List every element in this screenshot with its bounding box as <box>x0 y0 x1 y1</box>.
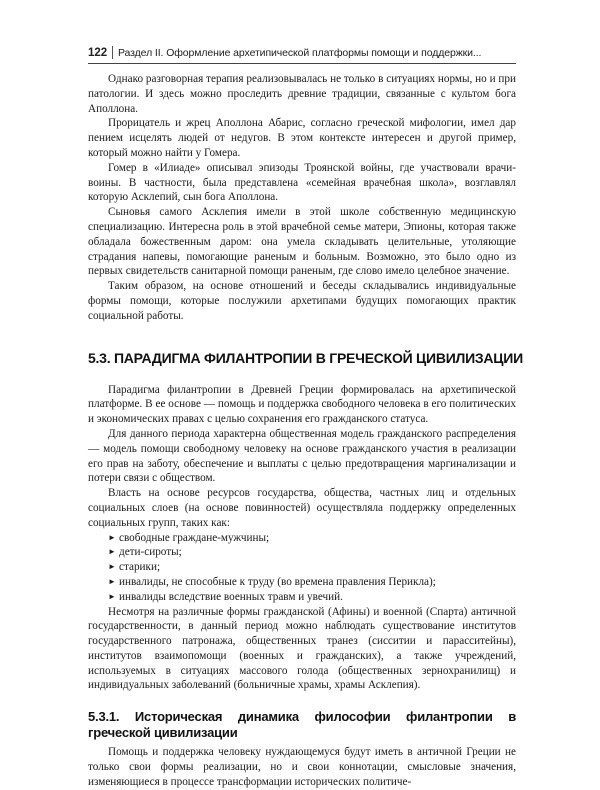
bullet-arrow-icon: ► <box>108 547 116 557</box>
bullet-arrow-icon: ► <box>108 591 116 601</box>
bullet-arrow-icon: ► <box>108 532 116 542</box>
header-rule <box>88 63 516 64</box>
bullet-arrow-icon: ► <box>108 562 116 572</box>
paragraph: Для данного периода характерна общественная модель гражданского распределения — модель помощи свободному человеку на основе гражданского участия в реализации его прав на заботу, обеспечение и выплаты с целью предотвращения маргинализации и потери связи с обществом. <box>88 427 516 485</box>
list-item: ► свободные граждане-мужчины; <box>108 531 270 544</box>
header-separator <box>112 46 113 59</box>
running-header <box>88 45 516 61</box>
paragraph: Несмотря на различные формы гражданской (Афины) и военной (Спарта) античной государственности, в данный период можно наблюдать существование институтов государственного патронажа, общественных транез (сисситии и парасситейны), институтов взаимопомощи (военных и гражданских), а также учреждений, используемых в ситуациях массового голода (общественных зернохранилищ) и индивидуальных заболеваний (больничные храмы, храмы Асклепия). <box>88 605 516 692</box>
paragraph: Парадигма филантропии в Древней Греции формировалась на архетипической платформе. В ее основе — помощь и поддержка свободного человека в его политических и экономических правах с целью сохранения его гражданского статуса. <box>88 383 516 426</box>
paragraph: Помощь и поддержка человеку нуждающемуся будут иметь в античной Греции не только свои формы реализации, но и свои коннотации, смысловые значения, изменяющиеся в процессе трансформации исторических политиче- <box>88 746 516 788</box>
paragraph: Таким образом, на основе отношений и беседы складывались индивидуальные формы помощи, которые послужили архетипами будущих помогающих практик социальной работы. <box>88 280 516 322</box>
running-header-title: Раздел II. Оформление архетипической платформы помощи и поддержки... <box>118 47 482 59</box>
social-groups-list <box>88 531 516 605</box>
section-heading: 5.3. ПАРАДИГМА ФИЛАНТРОПИИ В ГРЕЧЕСКОЙ ЦИВИЛИЗАЦИИ <box>88 349 523 366</box>
page-number: 122 <box>88 47 108 59</box>
paragraph: Гомер в «Илиаде» описывал эпизоды Троянской войны, где участвовали врачи-воины. В частности, была представлена «семейная врачебная школа», возглавлял которую Асклепий, сын бога Аполлона. <box>88 161 516 204</box>
paragraph: Однако разговорная терапия реализовывалась не только в ситуациях нормы, но и при патологии. И здесь можно проследить древние традиции, связанные с культом бога Аполлона. <box>88 73 516 115</box>
paragraph: Власть на основе ресурсов государства, общества, частных лиц и отдельных социальных слоев (на основе повинностей) осуществляла поддержку определенных социальных групп, таких как: <box>88 487 516 529</box>
subsection-heading: 5.3.1. Историческая динамика философии филантропии в греческой цивилизации <box>88 709 516 741</box>
list-item: ► инвалиды вследствие военных травм и увечий. <box>108 590 343 603</box>
page-body <box>88 72 523 790</box>
list-item: ► инвалиды, не способные к труду (во времена правления Перикла); <box>108 575 436 588</box>
paragraph: Прорицатель и жрец Аполлона Абарис, согласно греческой мифологии, имел дар пением исцелять людей от недугов. В этом контексте интересен и другой пример, который можно найти у Гомера. <box>88 117 516 159</box>
list-item: ► старики; <box>108 561 161 574</box>
bullet-arrow-icon: ► <box>108 576 116 586</box>
list-item: ► дети-сироты; <box>108 546 182 559</box>
paragraph: Сыновья самого Асклепия имели в этой школе собственную медицинскую специализацию. Интересна роль в этой врачебной семье матери, Эпионы, которая также обладала божественным даром: она умела складывать целительные, утоляющие страдания напевы, помогающие раненым и больным. Возможно, это было одно из первых свидетельств санитарной помощи раненым, где слово имело целебное значение. <box>88 206 516 278</box>
